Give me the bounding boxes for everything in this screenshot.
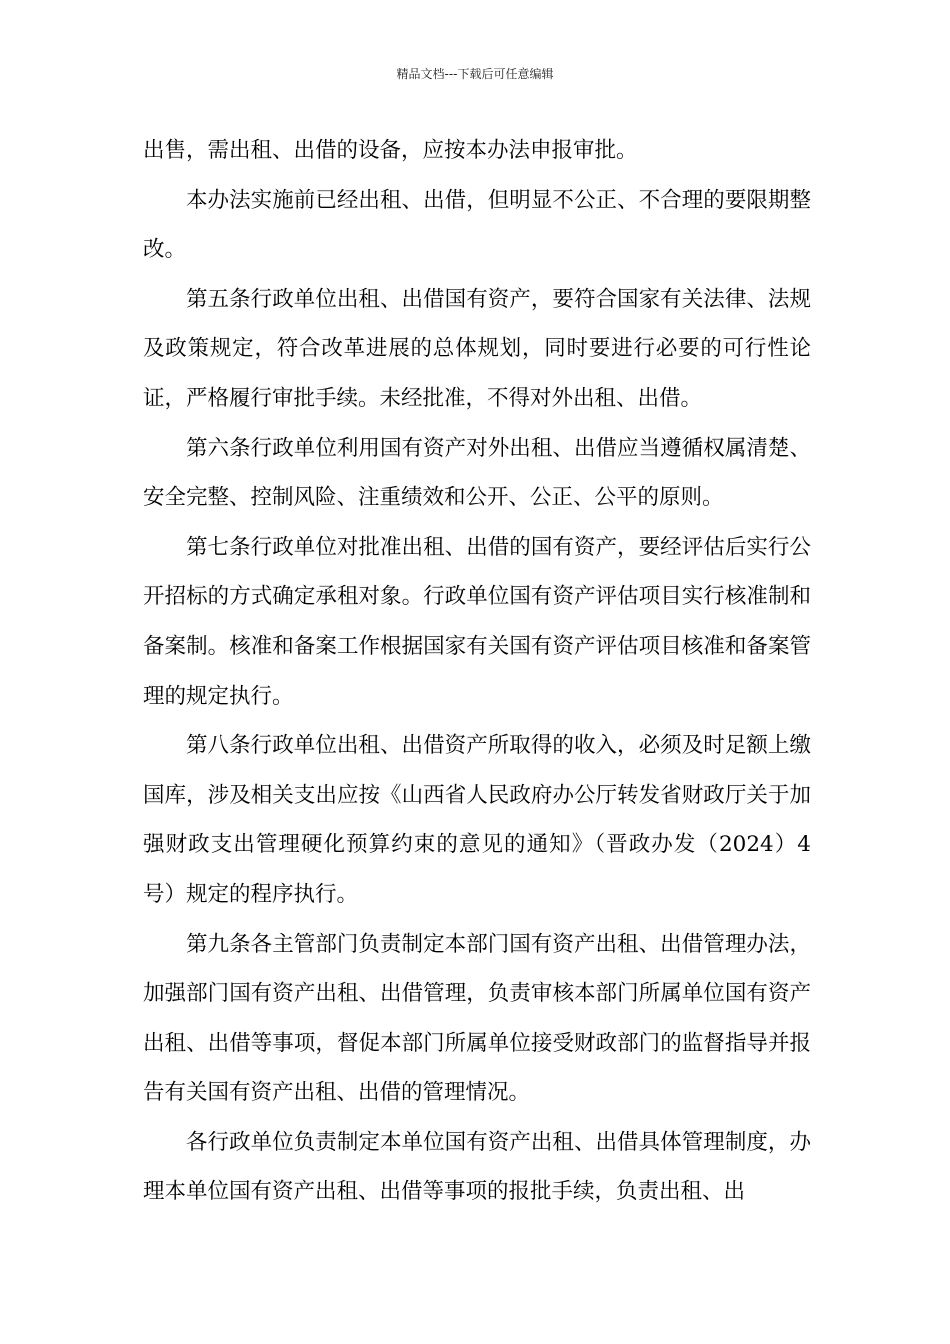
paragraph-article-8: 第八条行政单位出租、出借资产所取得的收入，必须及时足额上缴国库，涉及相关支出应按《山西省人民政府办公厅转发省财政厅关于加强财政支出管理硬化预算约束的意见的通知》（晋政办发（2024）4号）规定的程序执行。: [143, 733, 811, 907]
page-header: 精品文档---下载后可任意编辑: [396, 67, 554, 81]
paragraph-article-6: 第六条行政单位利用国有资产对外出租、出借应当遵循权属清楚、安全完整、控制风险、注重绩效和公开、公正、公平的原则。: [143, 435, 811, 511]
paragraph-unit-responsibility: 各行政单位负责制定本单位国有资产出租、出借具体管理制度，办理本单位国有资产出租、出借等事项的报批手续，负责出租、出: [143, 1129, 811, 1205]
paragraph-article-5: 第五条行政单位出租、出借国有资产，要符合国家有关法律、法规及政策规定，符合改革进展的总体规划，同时要进行必要的可行性论证，严格履行审批手续。未经批准，不得对外出租、出借。: [143, 286, 811, 411]
paragraph-continuation: 出售，需出租、出借的设备，应按本办法申报审批。: [143, 138, 638, 163]
paragraph-rectification: 本办法实施前已经出租、出借，但明显不公正、不合理的要限期整改。: [143, 187, 811, 263]
paragraph-article-9: 第九条各主管部门负责制定本部门国有资产出租、出借管理办法，加强部门国有资产出租、出借管理，负责审核本部门所属单位国有资产出租、出借等事项，督促本部门所属单位接受财政部门的监督指导并报告有关国有资产出租、出借的管理情况。: [143, 931, 811, 1106]
document-body: [143, 126, 811, 1217]
paragraph-article-7: 第七条行政单位对批准出租、出借的国有资产，要经评估后实行公开招标的方式确定承租对象。行政单位国有资产评估项目实行核准制和备案制。核准和备案工作根据国家有关国有资产评估项目核准和备案管理的规定执行。: [143, 534, 811, 709]
